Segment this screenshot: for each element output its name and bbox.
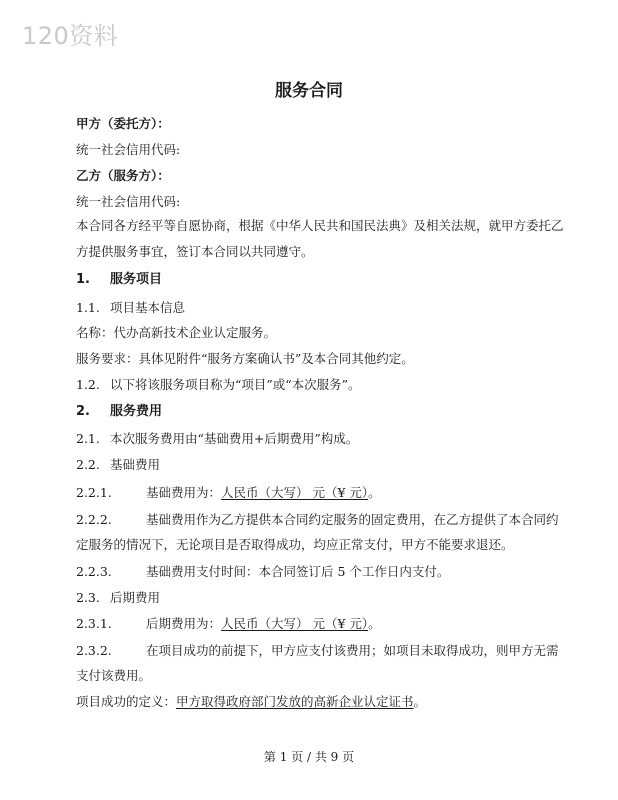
clause-number: 1.1. — [76, 300, 100, 315]
clause-text: 基础费用 — [110, 457, 161, 472]
success-definition-suffix: 。 — [413, 694, 427, 709]
clause-prefix: 后期费用为： — [146, 616, 222, 631]
clause-2-2-2 — [76, 512, 559, 528]
document-title: 服务合同 — [275, 81, 343, 101]
clause-2-2 — [76, 457, 160, 473]
clause-text: 基础费用作为乙方提供本合同约定服务的固定费用，在乙方提供了本合同约 — [146, 512, 559, 527]
clause-2-2-3 — [76, 564, 449, 580]
clause-number: 2.2.1. — [76, 485, 112, 500]
watermark: 120资料 — [22, 22, 119, 50]
success-definition — [76, 694, 426, 710]
section-2-number: 2. — [76, 404, 90, 419]
clause-prefix: 基础费用为： — [146, 485, 222, 500]
party-a-credit-code: 统一社会信用代码: — [76, 142, 181, 157]
party-b-credit-code: 统一社会信用代码: — [76, 194, 181, 209]
clause-2-3-2-cont: 支付该费用。 — [76, 668, 152, 683]
success-definition-prefix: 项目成功的定义： — [76, 694, 177, 709]
intro-line-2: 方提供服务事宜，签订本合同以共同遵守。 — [76, 244, 314, 259]
clause-number: 2.2.3. — [76, 564, 112, 579]
clause-number: 2.1. — [76, 431, 100, 446]
intro-line-1: 本合同各方经平等自愿协商，根据《中华人民共和国民法典》及相关法规，就甲方委托乙 — [76, 218, 564, 233]
clause-1-1 — [76, 300, 185, 316]
service-name: 名称：代办高新技术企业认定服务。 — [76, 325, 277, 340]
clause-number: 2.2. — [76, 457, 100, 472]
clause-2-2-1 — [76, 485, 381, 501]
clause-number: 1.2. — [76, 377, 100, 392]
clause-text: 本次服务费用由“基础费用+后期费用”构成。 — [110, 431, 359, 446]
later-fee-amount: 人民币（大写） 元（¥ 元） — [221, 616, 369, 631]
clause-number: 2.3.2. — [76, 643, 112, 658]
service-requirement: 服务要求：具体见附件“服务方案确认书”及本合同其他约定。 — [76, 351, 414, 366]
success-definition-text: 甲方取得政府部门发放的高新企业认定证书 — [176, 694, 414, 709]
clause-number: 2.2.2. — [76, 512, 112, 527]
clause-text: 基础费用支付时间：本合同签订后 5 个工作日内支付。 — [146, 564, 450, 579]
section-1-number: 1. — [76, 272, 90, 287]
section-1-heading — [76, 272, 162, 288]
clause-2-1 — [76, 431, 358, 447]
clause-text: 后期费用 — [110, 590, 161, 605]
clause-2-3-1 — [76, 616, 381, 632]
clause-2-2-2-cont: 定服务的情况下，无论项目是否取得成功，均应正常支付，甲方不能要求退还。 — [76, 537, 514, 552]
clause-text: 在项目成功的前提下，甲方应支付该费用；如项目未取得成功，则甲方无需 — [146, 643, 559, 658]
clause-suffix: 。 — [368, 485, 381, 500]
section-1-title: 服务项目 — [110, 272, 163, 287]
section-2-heading — [76, 404, 162, 420]
section-2-title: 服务费用 — [110, 404, 163, 419]
clause-1-2 — [76, 377, 361, 393]
clause-2-3 — [76, 590, 160, 606]
clause-2-3-2 — [76, 643, 559, 659]
base-fee-amount: 人民币（大写） 元（¥ 元） — [221, 485, 369, 500]
clause-number: 2.3.1. — [76, 616, 112, 631]
party-b-label: 乙方（服务方）： — [76, 168, 170, 183]
clause-text: 以下将该服务项目称为“项目”或“本次服务”。 — [110, 377, 361, 392]
clause-text: 项目基本信息 — [110, 300, 186, 315]
clause-number: 2.3. — [76, 590, 100, 605]
clause-suffix: 。 — [368, 616, 381, 631]
party-a-label: 甲方（委托方）： — [76, 116, 170, 131]
page-footer: 第 1 页 / 共 9 页 — [263, 750, 355, 764]
